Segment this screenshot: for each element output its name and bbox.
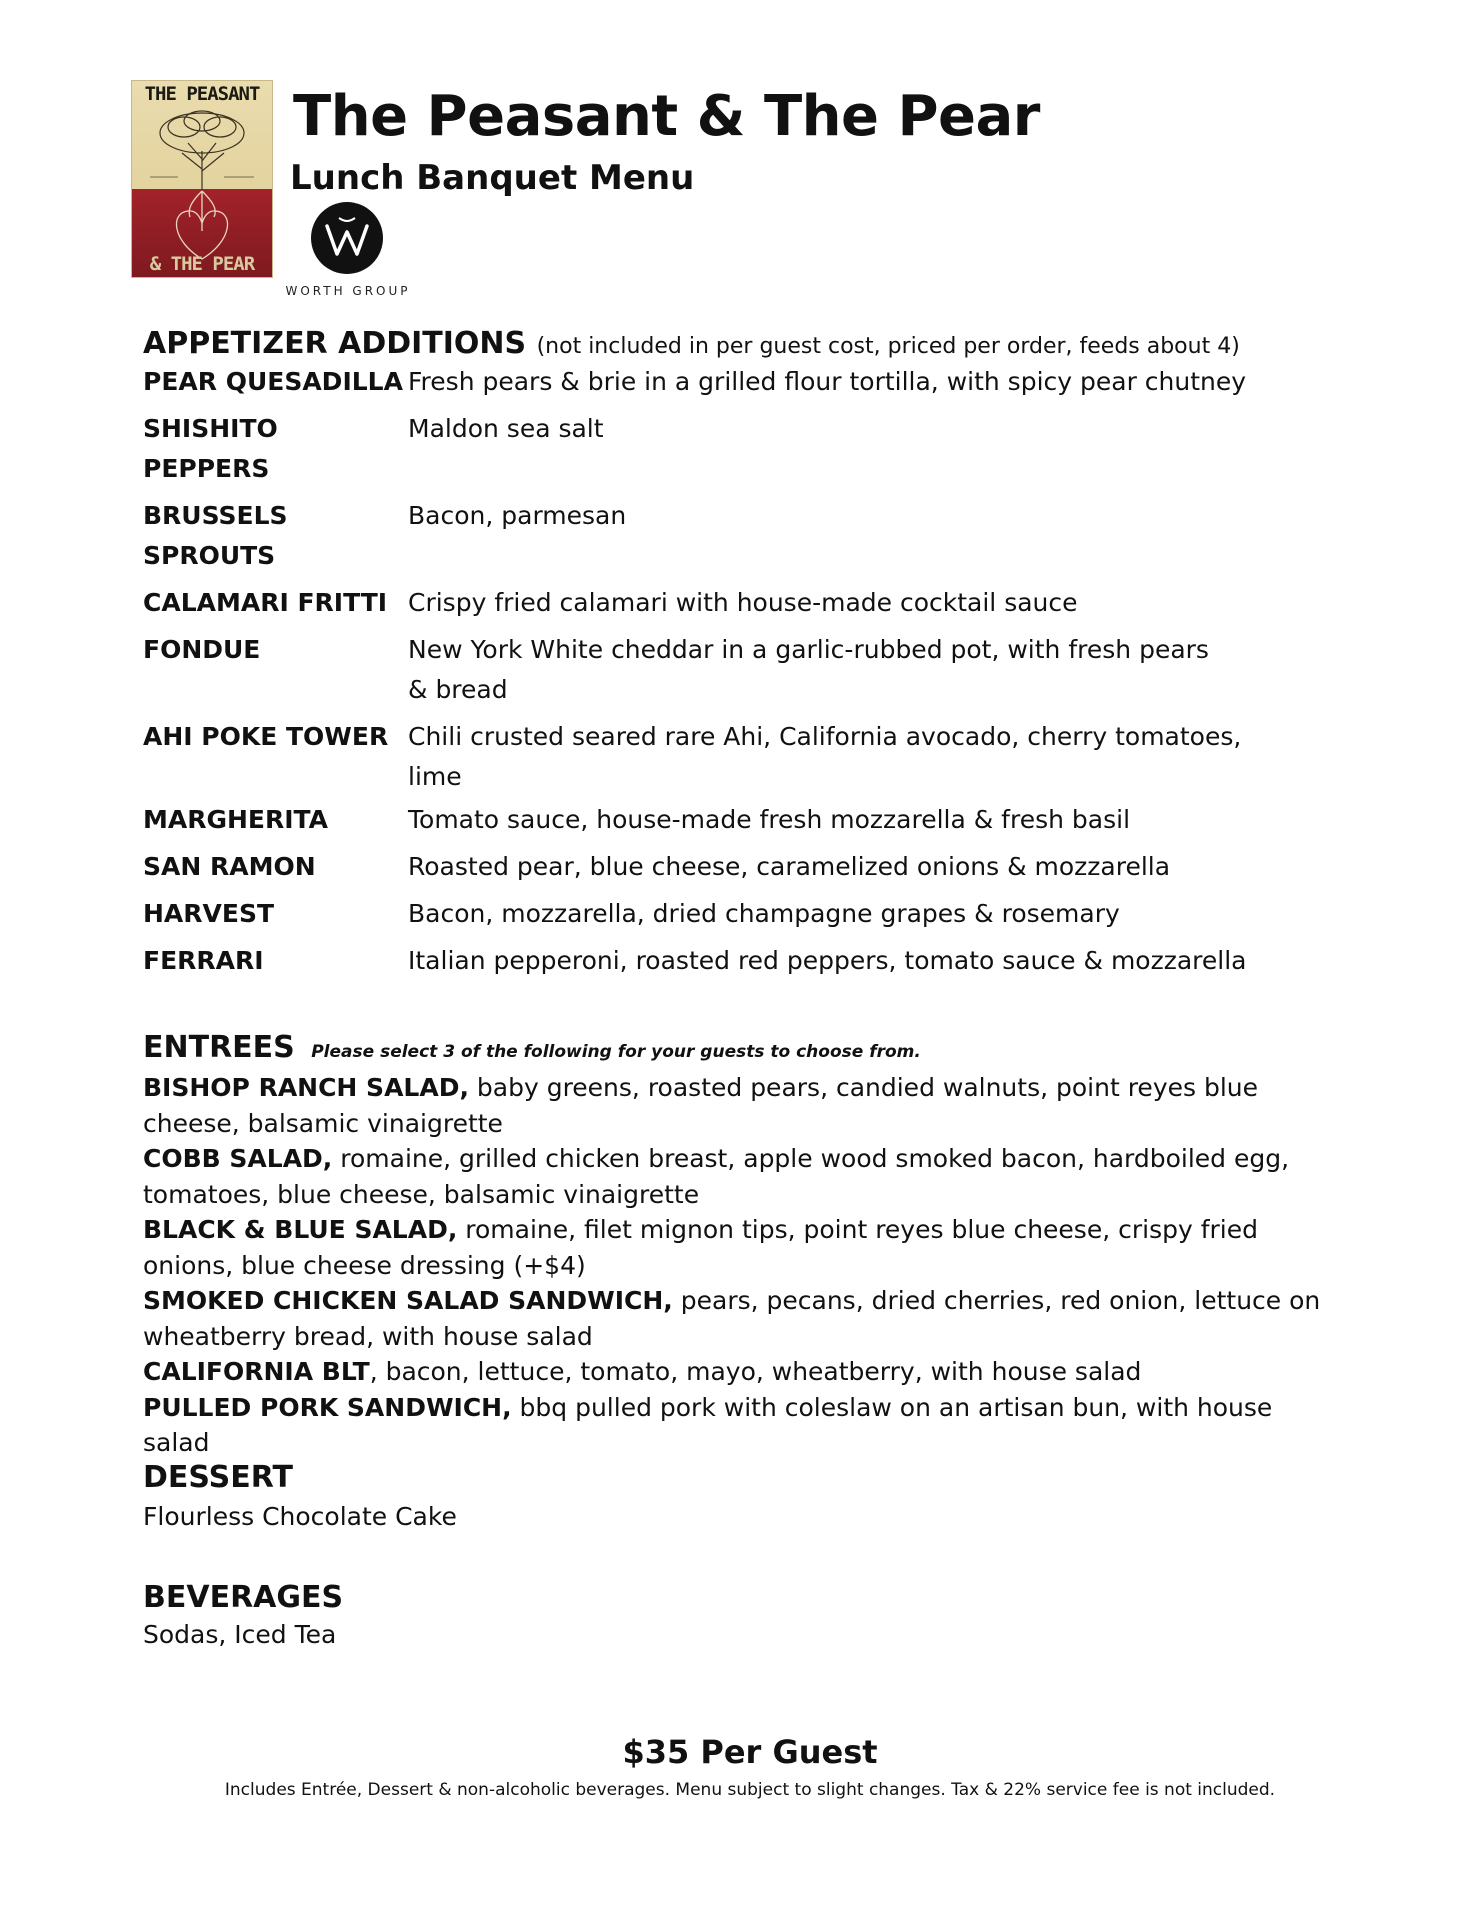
list-item [143, 1070, 1343, 1141]
item-name: SMOKED CHICKEN SALAD SANDWICH, [143, 1286, 673, 1315]
item-description: Bacon, parmesan [408, 501, 627, 530]
entrees-heading [143, 1030, 921, 1065]
entrees-title: ENTREES [143, 1030, 295, 1065]
dessert-text: Flourless Chocolate Cake [143, 1502, 457, 1531]
list-item [143, 362, 1273, 402]
item-name: PULLED PORK SANDWICH, [143, 1392, 512, 1422]
item-description: bbq pulled pork with coleslaw on an artisan bun, with house salad [143, 1392, 1273, 1457]
list-item [143, 496, 1273, 576]
list-item [143, 1354, 1343, 1390]
page-title: The Peasant & The Pear [293, 84, 1040, 149]
logo-top-text: THE PEASANT [144, 83, 260, 105]
item-name: COBB SALAD, [143, 1144, 333, 1173]
restaurant-logo [131, 80, 273, 278]
beverages-heading: BEVERAGES [143, 1580, 344, 1615]
list-item [143, 800, 1273, 840]
list-item [143, 1141, 1343, 1212]
item-name: SAN RAMON [143, 852, 316, 881]
list-item [143, 409, 1273, 489]
item-name: FERRARI [143, 946, 264, 975]
item-description: Maldon sea salt [408, 414, 604, 443]
page-subtitle: Lunch Banquet Menu [290, 158, 695, 198]
logo-bottom-text: & THE PEAR [149, 253, 255, 275]
item-description: Bacon, mozzarella, dried champagne grapes & rosemary [408, 899, 1120, 928]
item-description: Tomato sauce, house-made fresh mozzarella & fresh basil [408, 805, 1131, 834]
list-item [143, 941, 1273, 981]
item-description: Fresh pears & brie in a grilled flour tortilla, with spicy pear chutney [408, 367, 1247, 396]
item-name: SHISHITO PEPPERS [143, 414, 278, 483]
list-item [143, 1390, 1343, 1461]
list-item [143, 583, 1273, 623]
item-description: Roasted pear, blue cheese, caramelized onions & mozzarella [408, 852, 1171, 881]
appetizers-note: (not included in per guest cost, priced per order, feeds about 4) [536, 334, 1240, 359]
list-item [143, 717, 1273, 797]
appetizers-title: APPETIZER ADDITIONS [143, 326, 527, 361]
list-item [143, 1212, 1343, 1283]
item-name: MARGHERITA [143, 805, 329, 834]
item-description: pears, pecans, dried cherries, red onion, lettuce on wheatberry bread, with house salad [143, 1286, 1321, 1351]
item-name: CALIFORNIA BLT [143, 1357, 370, 1386]
dessert-heading: DESSERT [143, 1460, 293, 1495]
item-name: BRUSSELS SPROUTS [143, 501, 288, 570]
item-description: romaine, grilled chicken breast, apple wood smoked bacon, hardboiled egg, tomatoes, blue cheese, balsamic vinaigrette [143, 1144, 1290, 1209]
list-item [143, 630, 1273, 710]
list-item [143, 894, 1273, 934]
beverages-text: Sodas, Iced Tea [143, 1620, 337, 1649]
item-name: BLACK & BLUE SALAD, [143, 1215, 458, 1244]
item-description: Crispy fried calamari with house-made cocktail sauce [408, 588, 1078, 617]
item-name: PEAR QUESADILLA [143, 367, 403, 396]
item-description: Italian pepperoni, roasted red peppers, tomato sauce & mozzarella [408, 946, 1247, 975]
item-description: , bacon, lettuce, tomato, mayo, wheatberry, with house salad [369, 1357, 1142, 1386]
item-name: FONDUE [143, 635, 261, 664]
item-description: baby greens, roasted pears, candied walnuts, point reyes blue cheese, balsamic vinaigrette [143, 1073, 1259, 1138]
item-name: CALAMARI FRITTI [143, 588, 388, 617]
item-name: BISHOP RANCH SALAD, [143, 1073, 469, 1102]
item-name: HARVEST [143, 899, 275, 928]
item-name: AHI POKE TOWER [143, 722, 389, 751]
item-description: romaine, filet mignon tips, point reyes blue cheese, crispy fried onions, blue cheese dressing (+$4) [143, 1215, 1258, 1280]
entrees-note: Please select 3 of the following for your guests to choose from. [311, 1042, 921, 1062]
worth-group-logo [282, 200, 414, 300]
appetizers-heading [143, 326, 1240, 361]
entree-list [143, 1070, 1343, 1461]
item-description: New York White cheddar in a garlic-rubbed pot, with fresh pears & bread [408, 635, 1209, 704]
w-circle-icon [309, 200, 385, 276]
appetizer-list [143, 362, 1273, 988]
fine-print: Includes Entrée, Dessert & non-alcoholic beverages. Menu subject to slight changes. Tax & 22% service fee is not included. [224, 1780, 1276, 1800]
list-item [143, 1283, 1343, 1354]
item-description: Chili crusted seared rare Ahi, California avocado, cherry tomatoes, lime [408, 722, 1242, 791]
worth-group-text: WORTH GROUP [285, 284, 411, 298]
price-per-guest: $35 Per Guest [622, 1733, 878, 1771]
tree-heart-icon [132, 81, 272, 277]
list-item [143, 847, 1273, 887]
